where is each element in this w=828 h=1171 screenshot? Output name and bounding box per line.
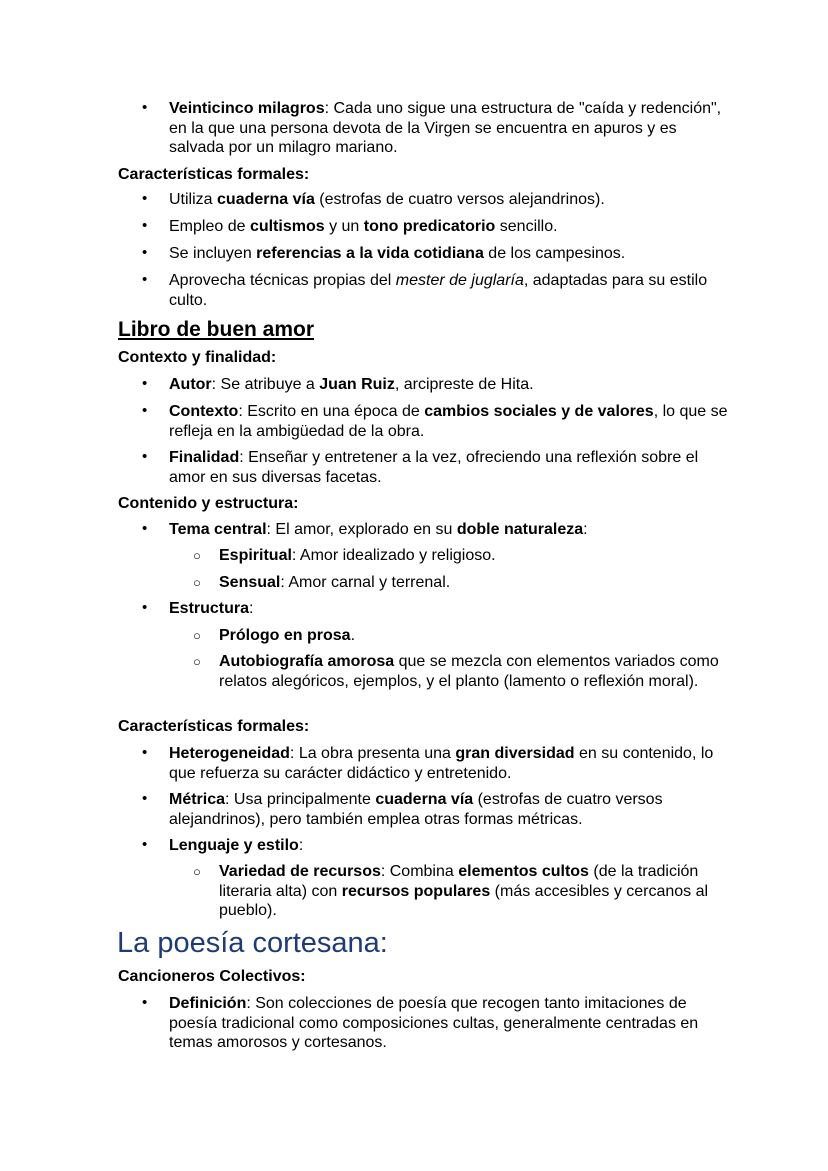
heading-libro-de-buen-amor: Libro de buen amor <box>118 318 315 341</box>
list-item-heterogeneidad: Heterogeneidad: La obra presenta una gran diversidad en su contenido, lo que refuerza su carácter didáctico y entretenido. <box>169 745 714 782</box>
bullet-icon: • <box>142 375 148 392</box>
bullet-icon: • <box>142 744 148 761</box>
sub-bullet-icon: ○ <box>193 548 201 563</box>
list-item-lenguaje-y-estilo: Lenguaje y estilo: <box>169 837 304 854</box>
heading-la-poesia-cortesana: La poesía cortesana: <box>117 927 388 959</box>
sub-item-sensual: Sensual: Amor carnal y terrenal. <box>219 574 451 591</box>
sub-item-autobiografia-amorosa: Autobiografía amorosa que se mezcla con elementos variados como relatos alegóricos, ejemplos, y el planto (lamento o reflexión moral). <box>219 653 719 690</box>
bullet-icon: • <box>142 402 148 419</box>
bullet-icon: • <box>142 599 148 616</box>
sub-item-prologo-en-prosa: Prólogo en prosa. <box>219 627 356 644</box>
sub-bullet-icon: ○ <box>193 864 201 879</box>
list-item-veinticinco-milagros: Veinticinco milagros: Cada uno sigue una estructura de "caída y redención", en la que una persona devota de la Virgen se encuentra en apuros y es salvada por un milagro mariano. <box>169 100 722 157</box>
list-item-definicion: Definición: Son colecciones de poesía que recogen tanto imitaciones de poesía tradicional como composiciones cultas, generalmente centradas en temas amorosos y cortesanos. <box>169 995 699 1052</box>
bullet-icon: • <box>142 271 148 288</box>
heading-contenido-y-estructura: Contenido y estructura: <box>118 495 299 512</box>
list-item-mester-de-juglaria: Aprovecha técnicas propias del mester de juglaría, adaptadas para su estilo culto. <box>169 272 708 309</box>
bullet-icon: • <box>142 520 148 537</box>
list-item-tema-central: Tema central: El amor, explorado en su doble naturaleza: <box>169 521 588 538</box>
heading-caracteristicas-formales-1: Características formales: <box>118 166 310 183</box>
sub-item-espiritual: Espiritual: Amor idealizado y religioso. <box>219 547 496 564</box>
list-item-autor: Autor: Se atribuye a Juan Ruiz, arcipreste de Hita. <box>169 376 534 393</box>
bullet-icon: • <box>142 190 148 207</box>
list-item-cultismos: Empleo de cultismos y un tono predicatorio sencillo. <box>169 218 558 235</box>
bullet-icon: • <box>142 836 148 853</box>
bullet-icon: • <box>142 244 148 261</box>
sub-bullet-icon: ○ <box>193 575 201 590</box>
sub-bullet-icon: ○ <box>193 628 201 643</box>
list-item-contexto: Contexto: Escrito en una época de cambios sociales y de valores, lo que se refleja en la ambigüedad de la obra. <box>169 403 728 440</box>
bullet-icon: • <box>142 994 148 1011</box>
bullet-icon: • <box>142 790 148 807</box>
bullet-icon: • <box>142 217 148 234</box>
list-item-estructura: Estructura: <box>169 600 254 617</box>
list-item-finalidad: Finalidad: Enseñar y entretener a la vez, ofreciendo una reflexión sobre el amor en sus diversas facetas. <box>169 449 699 486</box>
list-item-vida-cotidiana: Se incluyen referencias a la vida cotidiana de los campesinos. <box>169 245 626 262</box>
list-item-cuaderna-via: Utiliza cuaderna vía (estrofas de cuatro versos alejandrinos). <box>169 191 605 208</box>
list-item-metrica: Métrica: Usa principalmente cuaderna vía (estrofas de cuatro versos alejandrinos), pero también emplea otras formas métricas. <box>169 791 663 828</box>
heading-contexto-y-finalidad: Contexto y finalidad: <box>118 349 277 366</box>
sub-item-variedad-de-recursos: Variedad de recursos: Combina elementos cultos (de la tradición literaria alta) con recursos populares (más accesibles y cercanos al pueblo). <box>219 863 709 920</box>
heading-cancioneros-colectivos: Cancioneros Colectivos: <box>118 968 306 985</box>
bullet-icon: • <box>142 448 148 465</box>
bullet-icon: • <box>142 99 148 116</box>
sub-bullet-icon: ○ <box>193 654 201 669</box>
heading-caracteristicas-formales-2: Características formales: <box>118 718 310 735</box>
